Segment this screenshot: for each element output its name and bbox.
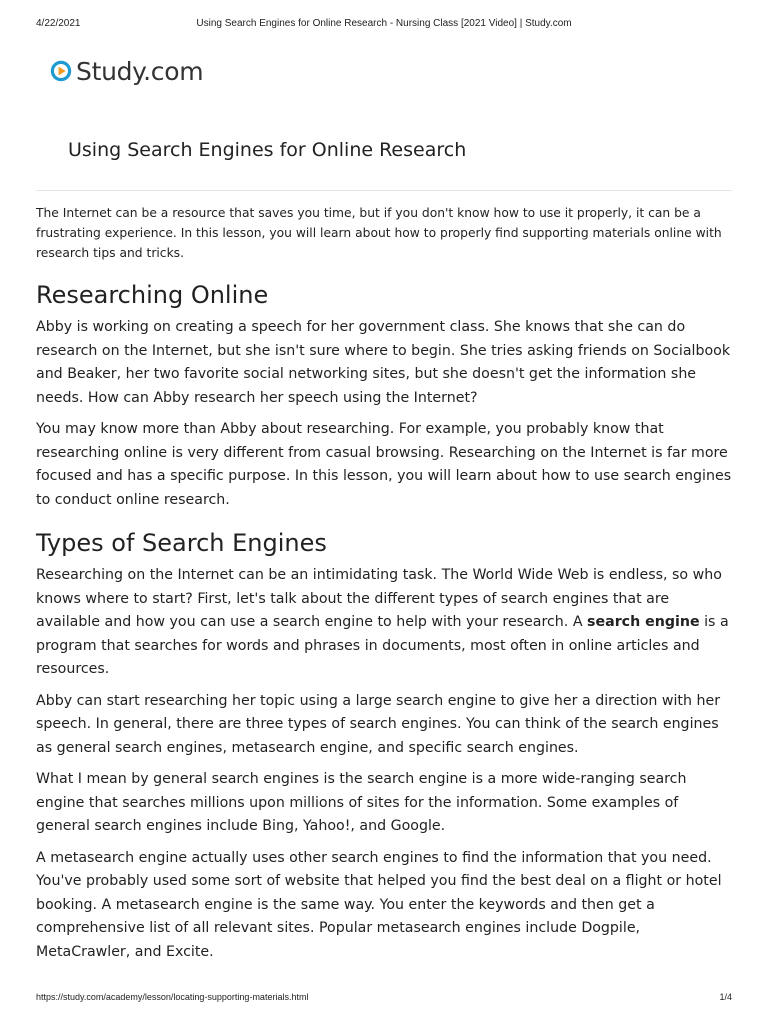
print-url: https://study.com/academy/lesson/locating-supporting-materials.html	[36, 992, 309, 1002]
section-heading-researching-online: Researching Online	[36, 281, 269, 309]
paragraph: A metasearch engine actually uses other search engines to find the information that you need. You've probably used some sort of website that helped you find the best deal on a flight or hotel booking. A metasearch engine is the same way. You enter the keywords and then get a comprehensive list of all relevant sites. Popular metasearch engines include Dogpile, MetaCrawler, and Excite.	[36, 849, 722, 960]
paragraph-search-engine-definition	[36, 564, 736, 682]
study-logo[interactable]	[50, 54, 203, 88]
logo-text: Study.com	[76, 56, 204, 86]
text-run: Researching on the Internet can be an intimidating task. The World Wide Web is endless, so who knows where to start? First, let's talk about the different types of search engines that are available and how you can use a search engine to help with your research. A	[36, 567, 722, 630]
lesson-title: Using Search Engines for Online Research	[68, 139, 467, 161]
lesson-content	[36, 203, 736, 972]
print-header	[36, 18, 732, 32]
text-run: is a program that searches for words and phrases in documents, most often in online articles and resources.	[36, 614, 729, 677]
bold-term-search-engine: search engine	[587, 614, 700, 630]
print-date: 4/22/2021	[36, 18, 81, 29]
paragraph: What I mean by general search engines is the search engine is a more wide-ranging search engine that searches millions upon millions of sites for the information. Some examples of general search engines include Bing, Yahoo!, and Google.	[36, 771, 687, 834]
print-footer	[36, 992, 732, 1006]
paragraph: Abby is working on creating a speech for her government class. She knows that she can do research on the Internet, but she isn't sure where to begin. She tries asking friends on Socialbook and Beaker, her two favorite social networking sites, but she doesn't get the information she needs. How can Abby research her speech using the Internet?	[36, 319, 731, 406]
print-page-title: Using Search Engines for Online Research - Nursing Class [2021 Video] | Study.com	[196, 18, 572, 29]
section-heading-types-of-search-engines: Types of Search Engines	[36, 529, 327, 557]
play-circle-icon	[50, 60, 72, 82]
title-divider	[36, 190, 732, 191]
paragraph: You may know more than Abby about researching. For example, you probably know that researching online is very different from casual browsing. Researching on the Internet is far more focused and has a specific purpose. In this lesson, you will learn about how to use search engines to conduct online research.	[36, 421, 732, 508]
lesson-intro: The Internet can be a resource that saves you time, but if you don't know how to use it properly, it can be a frustrating experience. In this lesson, you will learn about how to properly find supporting materials online with research tips and tricks.	[36, 206, 722, 260]
page-number: 1/4	[719, 992, 732, 1002]
paragraph: Abby can start researching her topic using a large search engine to give her a direction with her speech. In general, there are three types of search engines. You can think of the search engines as general search engines, metasearch engine, and specific search engines.	[36, 692, 721, 756]
